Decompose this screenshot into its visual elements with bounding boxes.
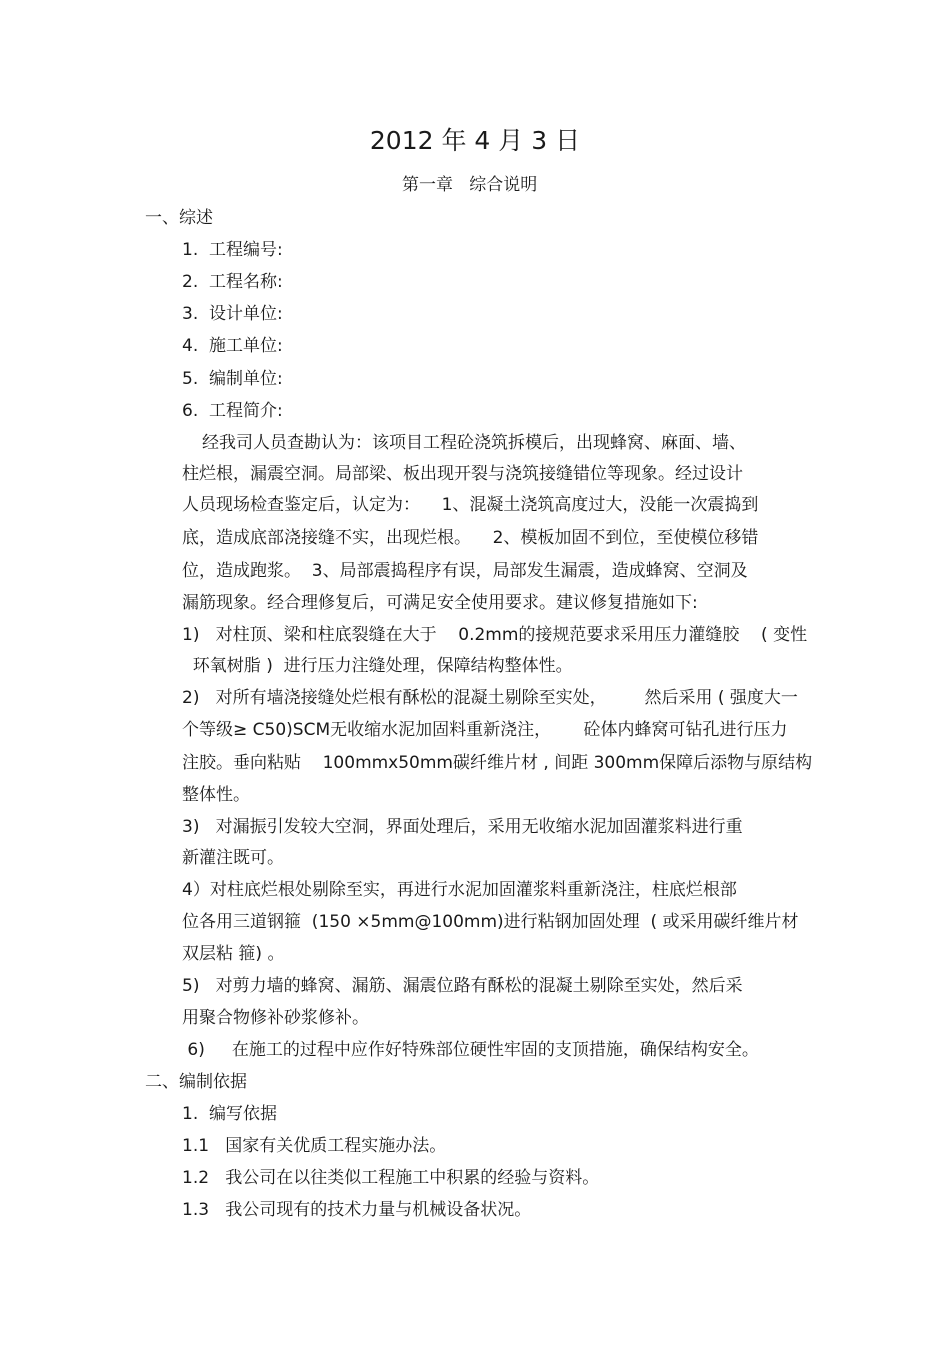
measure-line: 新灌注既可。: [182, 848, 284, 868]
section-heading-overview: 一、综述: [145, 208, 213, 228]
measure-line: 用聚合物修补砂浆修补。: [182, 1008, 369, 1028]
measure-line: 5) 对剪力墙的蜂窝、漏筋、漏震位路有酥松的混凝土剔除至实处，然后采: [182, 976, 743, 996]
paragraph-line: 底，造成底部浇接缝不实，出现烂根。 2、模板加固不到位，至使模位移错: [182, 528, 759, 548]
chapter-title: 第一章 综合说明: [402, 175, 538, 195]
document-date: 2012 年 4 月 3 日: [369, 126, 581, 155]
measure-line: 注胶。垂向粘贴 100mmx50mm碳纤维片材 , 间距 300mm保障后添物与原结构: [182, 753, 813, 773]
measure-line: 位各用三道钢箍 (150 ×5mm@100mm)进行粘钢加固处理 ( 或采用碳纤维片材: [182, 912, 799, 932]
list-item: 1.1 国家有关优质工程实施办法。: [182, 1136, 447, 1156]
measure-line: 6) 在施工的过程中应作好特殊部位硬性牢固的支顶措施，确保结构安全。: [182, 1040, 759, 1060]
list-item: 1.3 我公司现有的技术力量与机械设备状况。: [182, 1200, 532, 1220]
section-heading-basis: 二、编制依据: [145, 1072, 247, 1092]
measure-line: 4）对柱底烂根处剔除至实，再进行水泥加固灌浆料重新浇注，柱底烂根部: [182, 880, 737, 900]
list-item: 6. 工程简介:: [182, 401, 283, 421]
paragraph-line: 经我司人员查勘认为：该项目工程砼浇筑拆模后，出现蜂窝、麻面、墙、: [202, 433, 746, 453]
list-item: 4. 施工单位:: [182, 336, 283, 356]
measure-line: 整体性。: [182, 785, 250, 805]
paragraph-line: 漏筋现象。经合理修复后，可满足安全使用要求。建议修复措施如下:: [182, 593, 698, 613]
measure-line: 3) 对漏振引发较大空洞，界面处理后，采用无收缩水泥加固灌浆料进行重: [182, 817, 743, 837]
measure-line: 双层粘 箍) 。: [182, 944, 285, 964]
measure-line: 个等级≥ C50)SCM无收缩水泥加固料重新浇注， 砼体内蜂窝可钻孔进行压力: [182, 720, 788, 740]
list-item: 3. 设计单位:: [182, 304, 283, 324]
measure-line: 2) 对所有墙浇接缝处烂根有酥松的混凝土剔除至实处， 然后采用 ( 强度大一: [182, 688, 798, 708]
list-item: 2. 工程名称:: [182, 272, 283, 292]
measure-line: 环氧树脂 ) 进行压力注缝处理，保障结构整体性。: [182, 656, 573, 676]
paragraph-line: 柱烂根，漏震空洞。局部梁、板出现开裂与浇筑接缝错位等现象。经过设计: [182, 464, 743, 484]
paragraph-line: 位，造成跑浆。 3、局部震捣程序有误，局部发生漏震，造成蜂窝、空洞及: [182, 561, 748, 581]
list-item: 1. 编写依据: [182, 1104, 278, 1124]
paragraph-line: 人员现场检查鉴定后，认定为： 1、混凝土浇筑高度过大，没能一次震捣到: [182, 495, 759, 515]
measure-line: 1) 对柱顶、梁和柱底裂缝在大于 0.2mm的接规范要求采用压力灌缝胶 ( 变性: [182, 625, 808, 645]
list-item: 1. 工程编号:: [182, 240, 283, 260]
list-item: 5. 编制单位:: [182, 369, 283, 389]
list-item: 1.2 我公司在以往类似工程施工中积累的经验与资料。: [182, 1168, 600, 1188]
